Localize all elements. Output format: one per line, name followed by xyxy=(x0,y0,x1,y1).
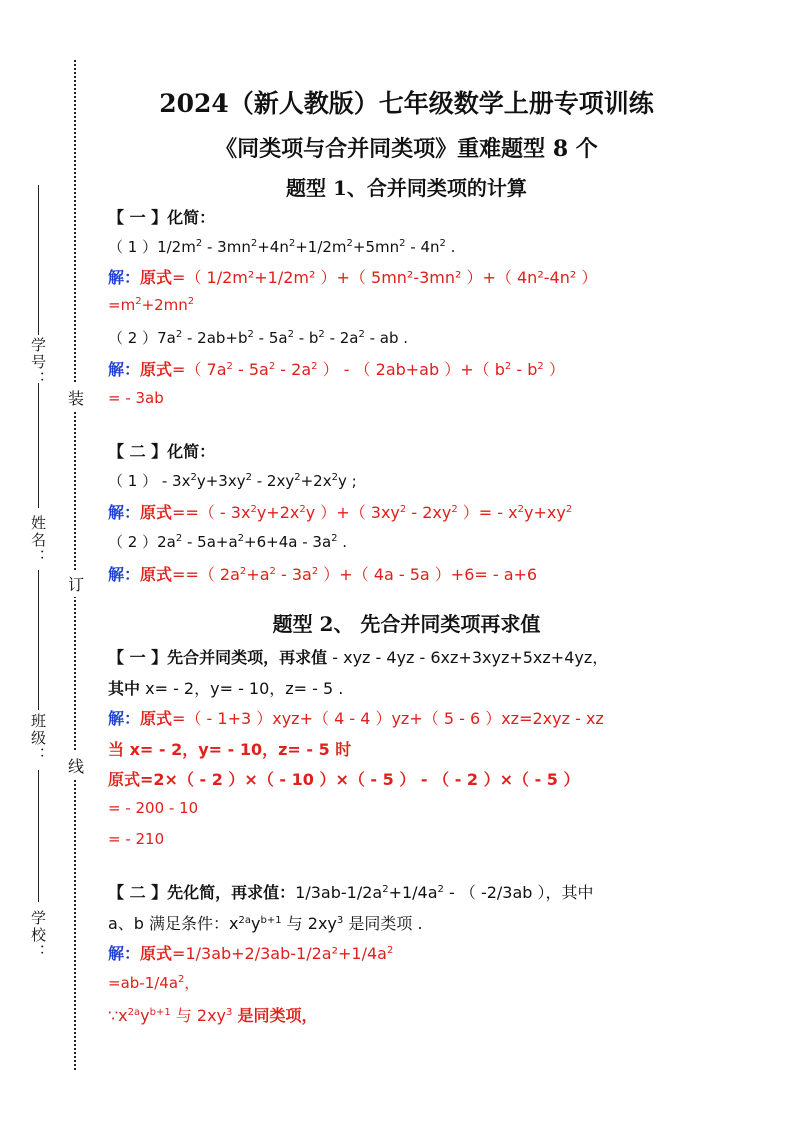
section2-heading: 题型 2、 先合并同类项再求值 xyxy=(272,612,541,636)
q2-label: 【 二 】化简： xyxy=(108,442,216,461)
q2-part1-solution: 解：原式==（ - $3x^2y+2x^2y$ ）+（ $3xy^2 - 2xy^2$ ）= - $x^2y+xy^2$ xyxy=(108,503,573,522)
binding-char-ding: 订 xyxy=(68,570,84,597)
binding-char-zhuang: 装 xyxy=(68,384,84,411)
yuanshi-label: 原式 xyxy=(140,944,173,963)
s2-q1-solution-line2: 当 x= - 2，y= - 10，z= - 5 时 xyxy=(108,740,352,759)
q1-part2-problem: （ 2 ）$7a^2 - 2ab+b^2 - 5a^2 - b^2 - 2a^2$ - ab . xyxy=(108,329,409,347)
student-id-blank[interactable] xyxy=(38,185,39,335)
s2-q1-solution-line3: 原式=2×（ - 2 ）×（ - 10 ）×（ - 5 ） - （ - 2 ）×（ - 5 ） xyxy=(108,770,580,789)
s2-q2-solution-line1: 解：原式$=1/3ab+2/3ab-1/2a^2+1/4a^2$ xyxy=(108,944,394,963)
jie-label: 解： xyxy=(108,944,141,963)
binding-dotted-line xyxy=(74,60,76,1070)
q2-part2-solution: 解：原式==（ $2a^2+a^2 - 3a^2$ ）+（ 4a - 5a ）+6= - a+6 xyxy=(108,565,538,584)
yuanshi-label: 原式 xyxy=(140,268,173,287)
jie-label: 解： xyxy=(108,268,141,287)
q2-part1-problem: （ 1 ） - $3x^2y+3xy^2 - 2xy^2+2x^2y$ ; xyxy=(108,472,357,490)
section1-heading: 题型 1、合并同类项的计算 xyxy=(286,176,527,200)
name-label: 姓名： xyxy=(29,515,47,566)
s2-q1-problem-line2: 其中 x= - 2，y= - 10，z= - 5 . xyxy=(108,679,344,698)
page-title: 2024（新人教版）七年级数学上册专项训练 xyxy=(159,89,654,118)
s2-q1-solution-line4: = - 200 - 10 xyxy=(108,799,199,817)
yuanshi-label: 原式 xyxy=(140,565,173,584)
jie-label: 解： xyxy=(108,360,141,379)
name-blank[interactable] xyxy=(38,383,39,508)
s2-q2-problem-line2: a、b 满足条件：$x^{2a}y^{b+1}$ 与 $2xy^3$ 是同类项 . xyxy=(108,914,423,933)
jie-label: 解： xyxy=(108,565,141,584)
s2-q1-solution-line5: = - 210 xyxy=(108,830,165,848)
class-blank[interactable] xyxy=(38,570,39,710)
q1-part1-problem: （ 1 ）$1/2m^2 - 3mn^2+4n^2+1/2m^2+5mn^2 - 4n^2$ . xyxy=(108,238,456,256)
s2-q2-solution-line3: $\because x^{2a}y^{b+1}$ 与 $2xy^3$ 是同类项， xyxy=(108,1006,318,1025)
yuanshi-label: 原式 xyxy=(140,360,173,379)
page-subtitle: 《同类项与合并同类项》重难题型 8 个 xyxy=(215,136,598,162)
yuanshi-label: 原式 xyxy=(140,503,173,522)
q1-part1-result: $=m^2+2mn^2$ xyxy=(108,296,195,314)
s2-q2-problem-line1: 【 二 】先化简，再求值：$1/3ab-1/2a^2+1/4a^2$ - （ -2/3ab ），其中 xyxy=(108,883,594,902)
school-label: 学校： xyxy=(29,910,47,961)
jie-label: 解： xyxy=(108,503,141,522)
student-id-label: 学号： xyxy=(29,337,47,388)
q1-part1-solution: 解：原式=（ 1/2m²+1/2m² ）+（ 5mn²-3mn² ）+（ 4n²-4n² ） xyxy=(108,268,598,287)
jie-label: 解： xyxy=(108,709,141,728)
s2-q2-solution-line2: $=ab-1/4a^2$， xyxy=(108,974,200,992)
q1-part2-solution: 解：原式=（ $7a^2 - 5a^2 - 2a^2$ ） - （ 2ab+ab ）+（ $b^2 - b^2$ ） xyxy=(108,360,565,379)
s2-q1-solution-line1: 解：原式=（ - 1+3 ）xyz+（ 4 - 4 ）yz+（ 5 - 6 ）xz=2xyz - xz xyxy=(108,709,604,728)
yuanshi-label: 原式 xyxy=(140,709,173,728)
q2-part2-problem: （ 2 ）$2a^2 - 5a+a^2+6+4a - 3a^2$ . xyxy=(108,533,348,551)
q1-label: 【 一 】化简： xyxy=(108,208,216,227)
s2-q1-problem-line1: 【 一 】先合并同类项，再求值 - xyz - 4yz - 6xz+3xyz+5xz+4yz， xyxy=(108,648,609,667)
q1-part2-result: = - 3ab xyxy=(108,389,164,407)
school-blank[interactable] xyxy=(38,770,39,902)
class-label: 班级： xyxy=(29,713,47,764)
binding-char-xian: 线 xyxy=(68,752,84,779)
